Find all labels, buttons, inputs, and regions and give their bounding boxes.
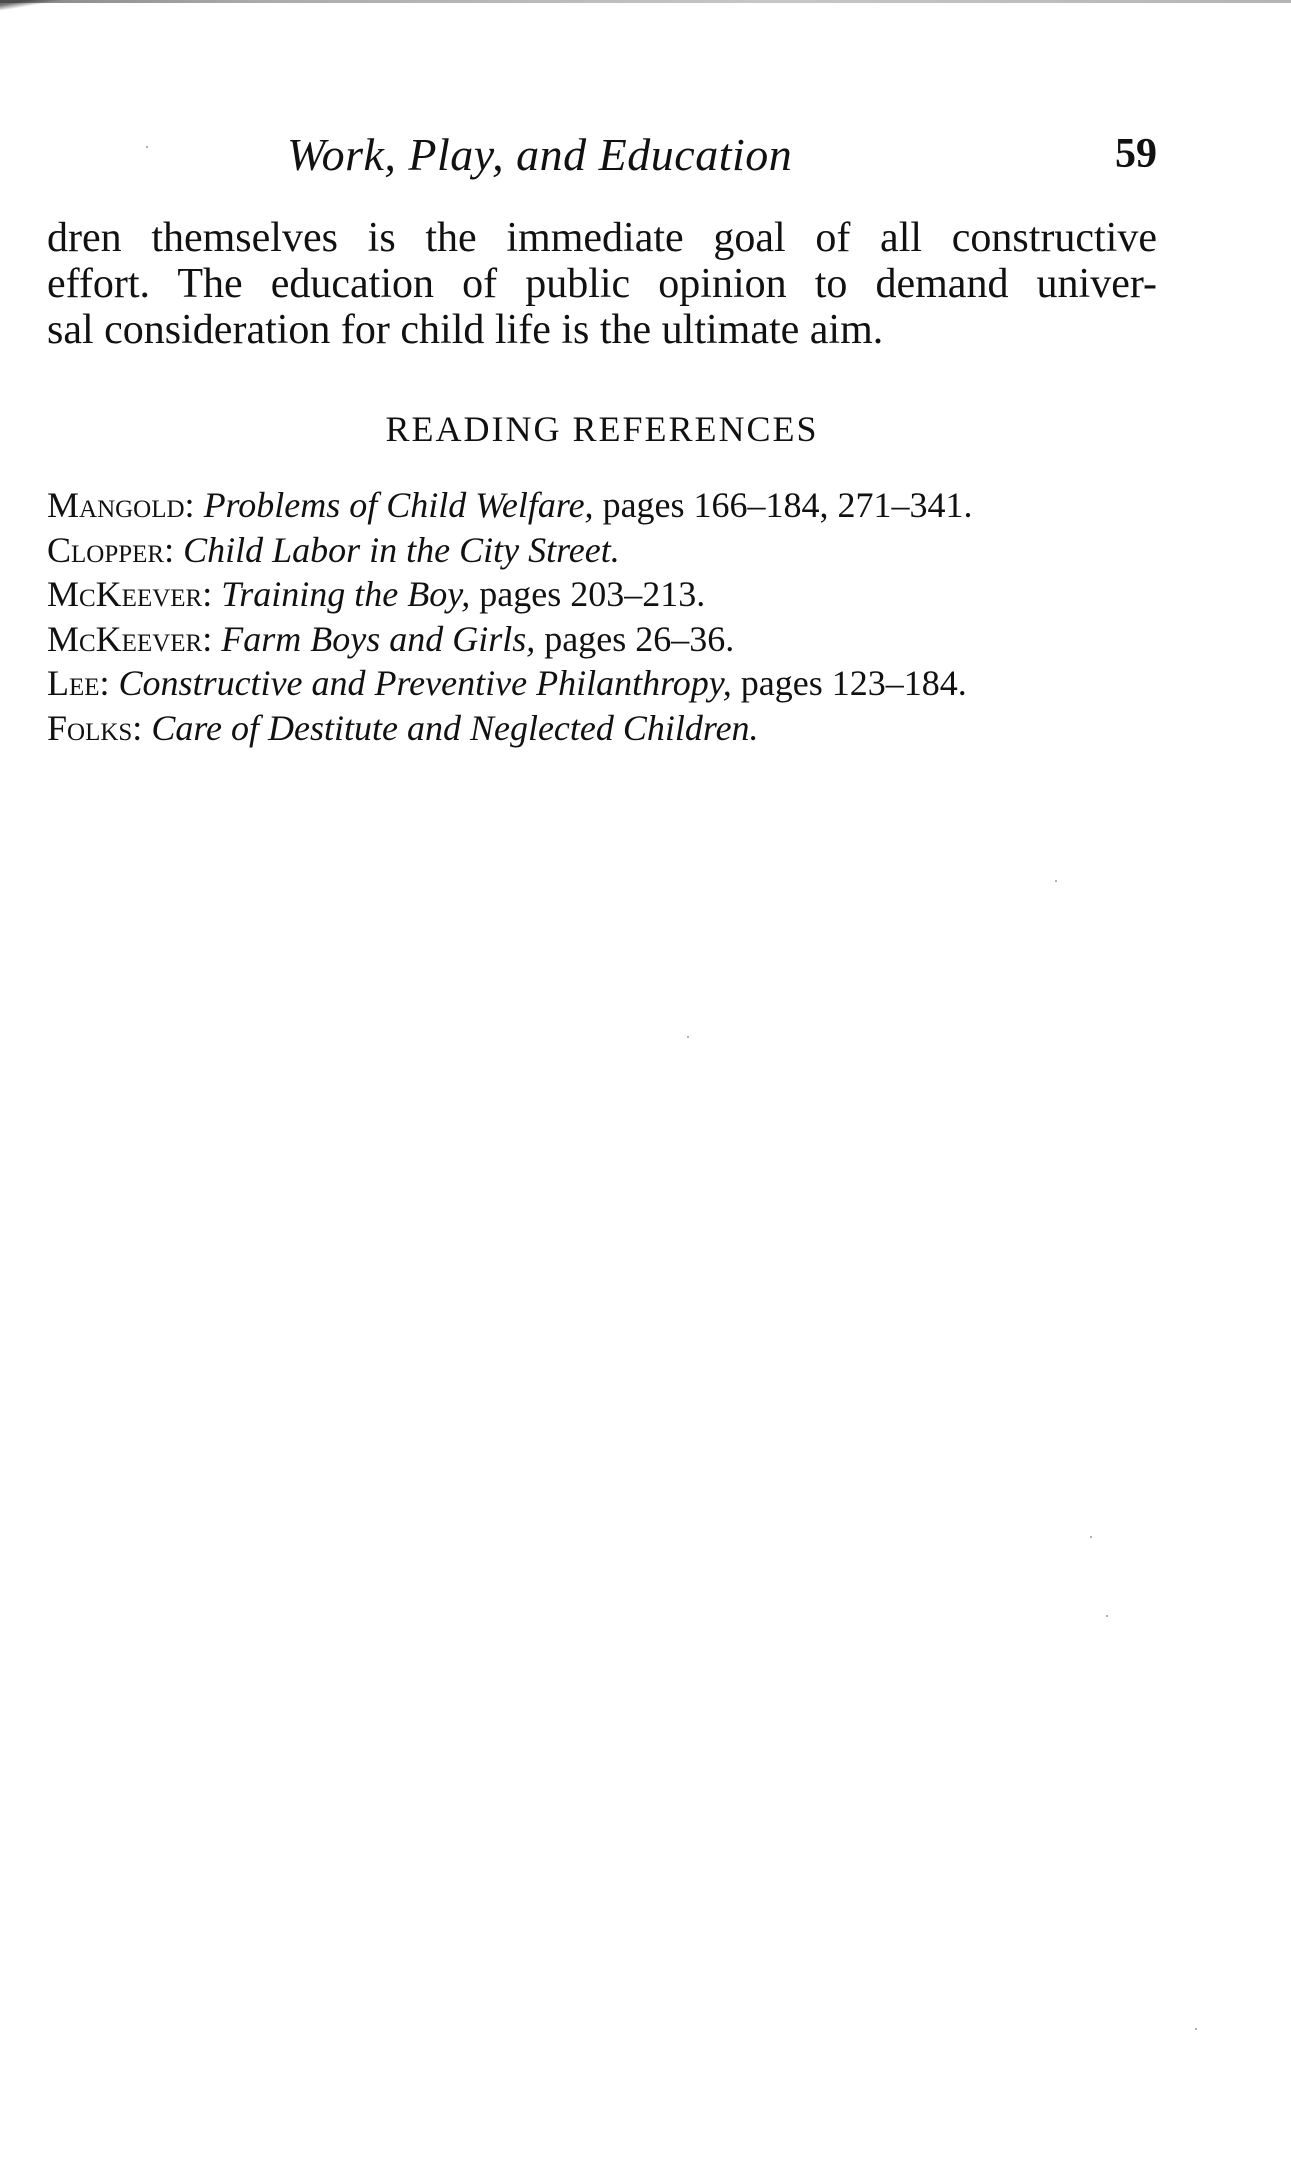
section-heading: READING REFERENCES xyxy=(385,409,819,449)
reference-title: Child Labor in the City Street. xyxy=(183,529,620,570)
page-top-edge xyxy=(0,0,1291,3)
body-line: effort. The education of public opinion to demand univer- xyxy=(47,261,1157,307)
reference-author: McKeever: xyxy=(47,574,213,614)
scan-speck xyxy=(687,1036,689,1038)
reference-entry xyxy=(47,572,1157,617)
reference-pages: pages 123–184. xyxy=(731,663,967,703)
body-line: dren themselves is the immediate goal of all constructive xyxy=(47,215,1157,261)
reference-title: Farm Boys and Girls, xyxy=(221,618,536,659)
scan-corner-mark xyxy=(0,0,60,10)
reference-list xyxy=(47,483,1157,750)
reference-author: Mangold: xyxy=(47,485,195,525)
reference-pages: pages 26–36. xyxy=(535,618,735,659)
reference-title: Constructive and Preventive Philanthropy, xyxy=(118,663,732,703)
reference-entry xyxy=(47,706,1157,751)
body-paragraph xyxy=(47,215,1157,353)
reference-entry xyxy=(47,483,1157,528)
reference-entry xyxy=(47,528,1157,573)
reference-title: Training the Boy, xyxy=(221,574,471,614)
reference-author: Clopper: xyxy=(47,529,175,570)
reference-entry xyxy=(47,661,1157,706)
reference-pages: pages 203–213. xyxy=(470,574,706,614)
running-title: Work, Play, and Education xyxy=(287,129,793,180)
reference-title: Care of Destitute and Neglected Children. xyxy=(151,707,759,748)
page-number: 59 xyxy=(1115,131,1157,177)
reference-author: Lee: xyxy=(47,663,110,703)
scan-speck xyxy=(1055,880,1057,882)
reference-author: Folks: xyxy=(47,707,143,748)
scan-speck xyxy=(146,146,148,148)
reference-author: McKeever: xyxy=(47,618,213,659)
scan-speck xyxy=(1090,1536,1092,1538)
reference-pages: pages 166–184, 271–341. xyxy=(593,485,973,525)
body-line: sal consideration for child life is the ultimate aim. xyxy=(47,307,884,353)
scan-speck xyxy=(1106,1615,1108,1617)
reference-title: Problems of Child Welfare, xyxy=(203,485,594,525)
running-head xyxy=(47,128,1157,188)
scan-speck xyxy=(1195,2028,1197,2030)
reference-entry xyxy=(47,617,1157,662)
